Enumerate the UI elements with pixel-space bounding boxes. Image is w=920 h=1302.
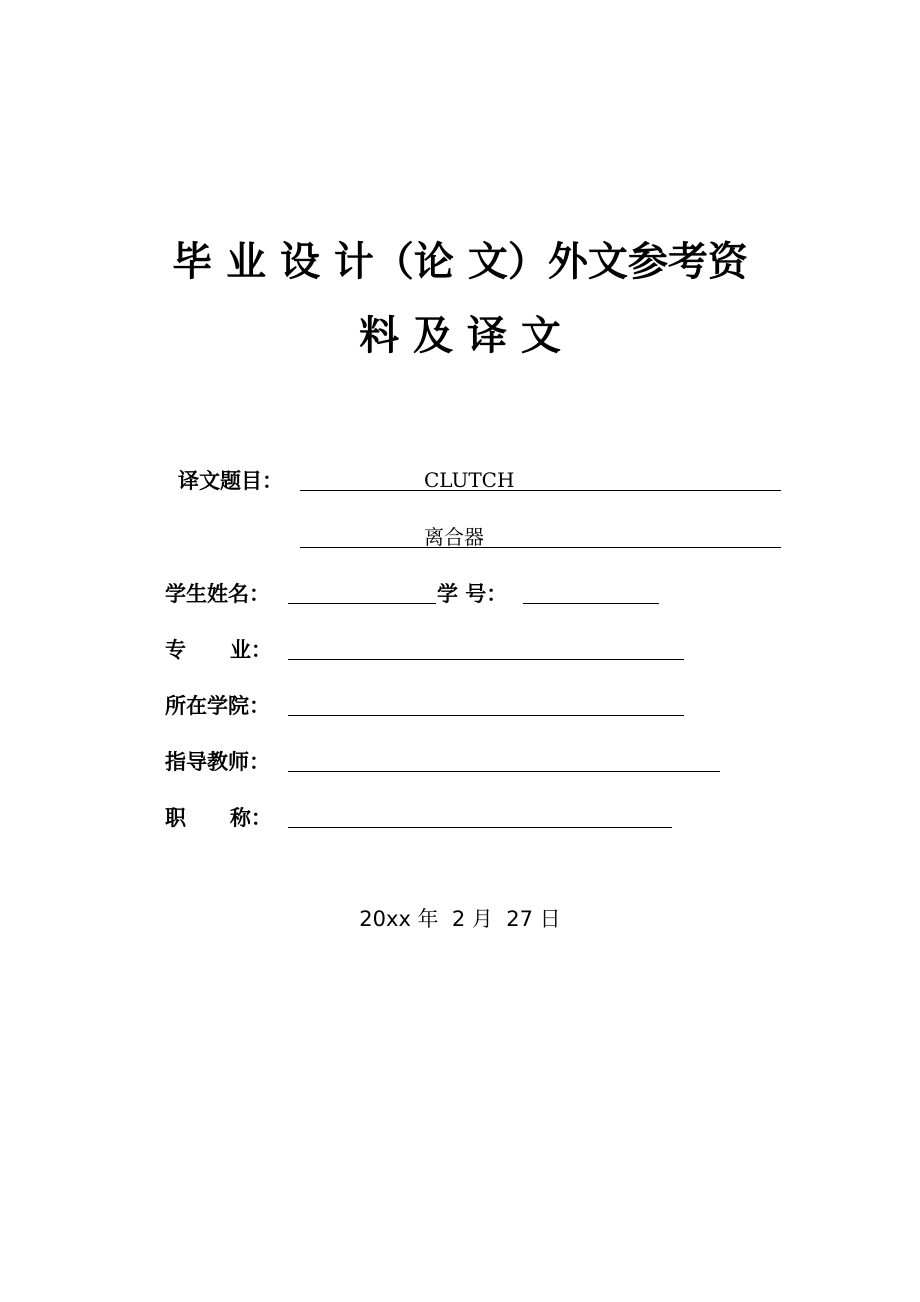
cover-title-line-1: 毕 业 设 计（论 文）外文参考资	[172, 239, 748, 285]
advisor-underline	[288, 771, 720, 772]
major-label: 专 业：	[165, 638, 272, 662]
title-rank-underline	[288, 827, 672, 828]
major-underline	[288, 659, 684, 660]
student-id-underline	[523, 603, 659, 604]
advisor-label: 指导教师：	[165, 750, 270, 774]
document-date: 20xx 年 2 月 27 日	[359, 907, 561, 931]
translation-title-en: CLUTCH	[424, 468, 515, 492]
translation-title-zh-underline	[300, 547, 781, 548]
student-name-underline	[288, 603, 436, 604]
title-rank-label: 职 称：	[165, 806, 272, 830]
translation-title-zh: 离合器	[424, 525, 484, 549]
student-id-label: 学 号：	[437, 582, 508, 606]
student-name-label: 学生姓名：	[165, 582, 270, 606]
translation-title-label: 译文题目：	[178, 469, 283, 493]
college-underline	[288, 715, 684, 716]
cover-title-line-2: 料 及 译 文	[359, 313, 561, 359]
translation-title-underline	[300, 490, 781, 491]
college-label: 所在学院：	[165, 694, 270, 718]
